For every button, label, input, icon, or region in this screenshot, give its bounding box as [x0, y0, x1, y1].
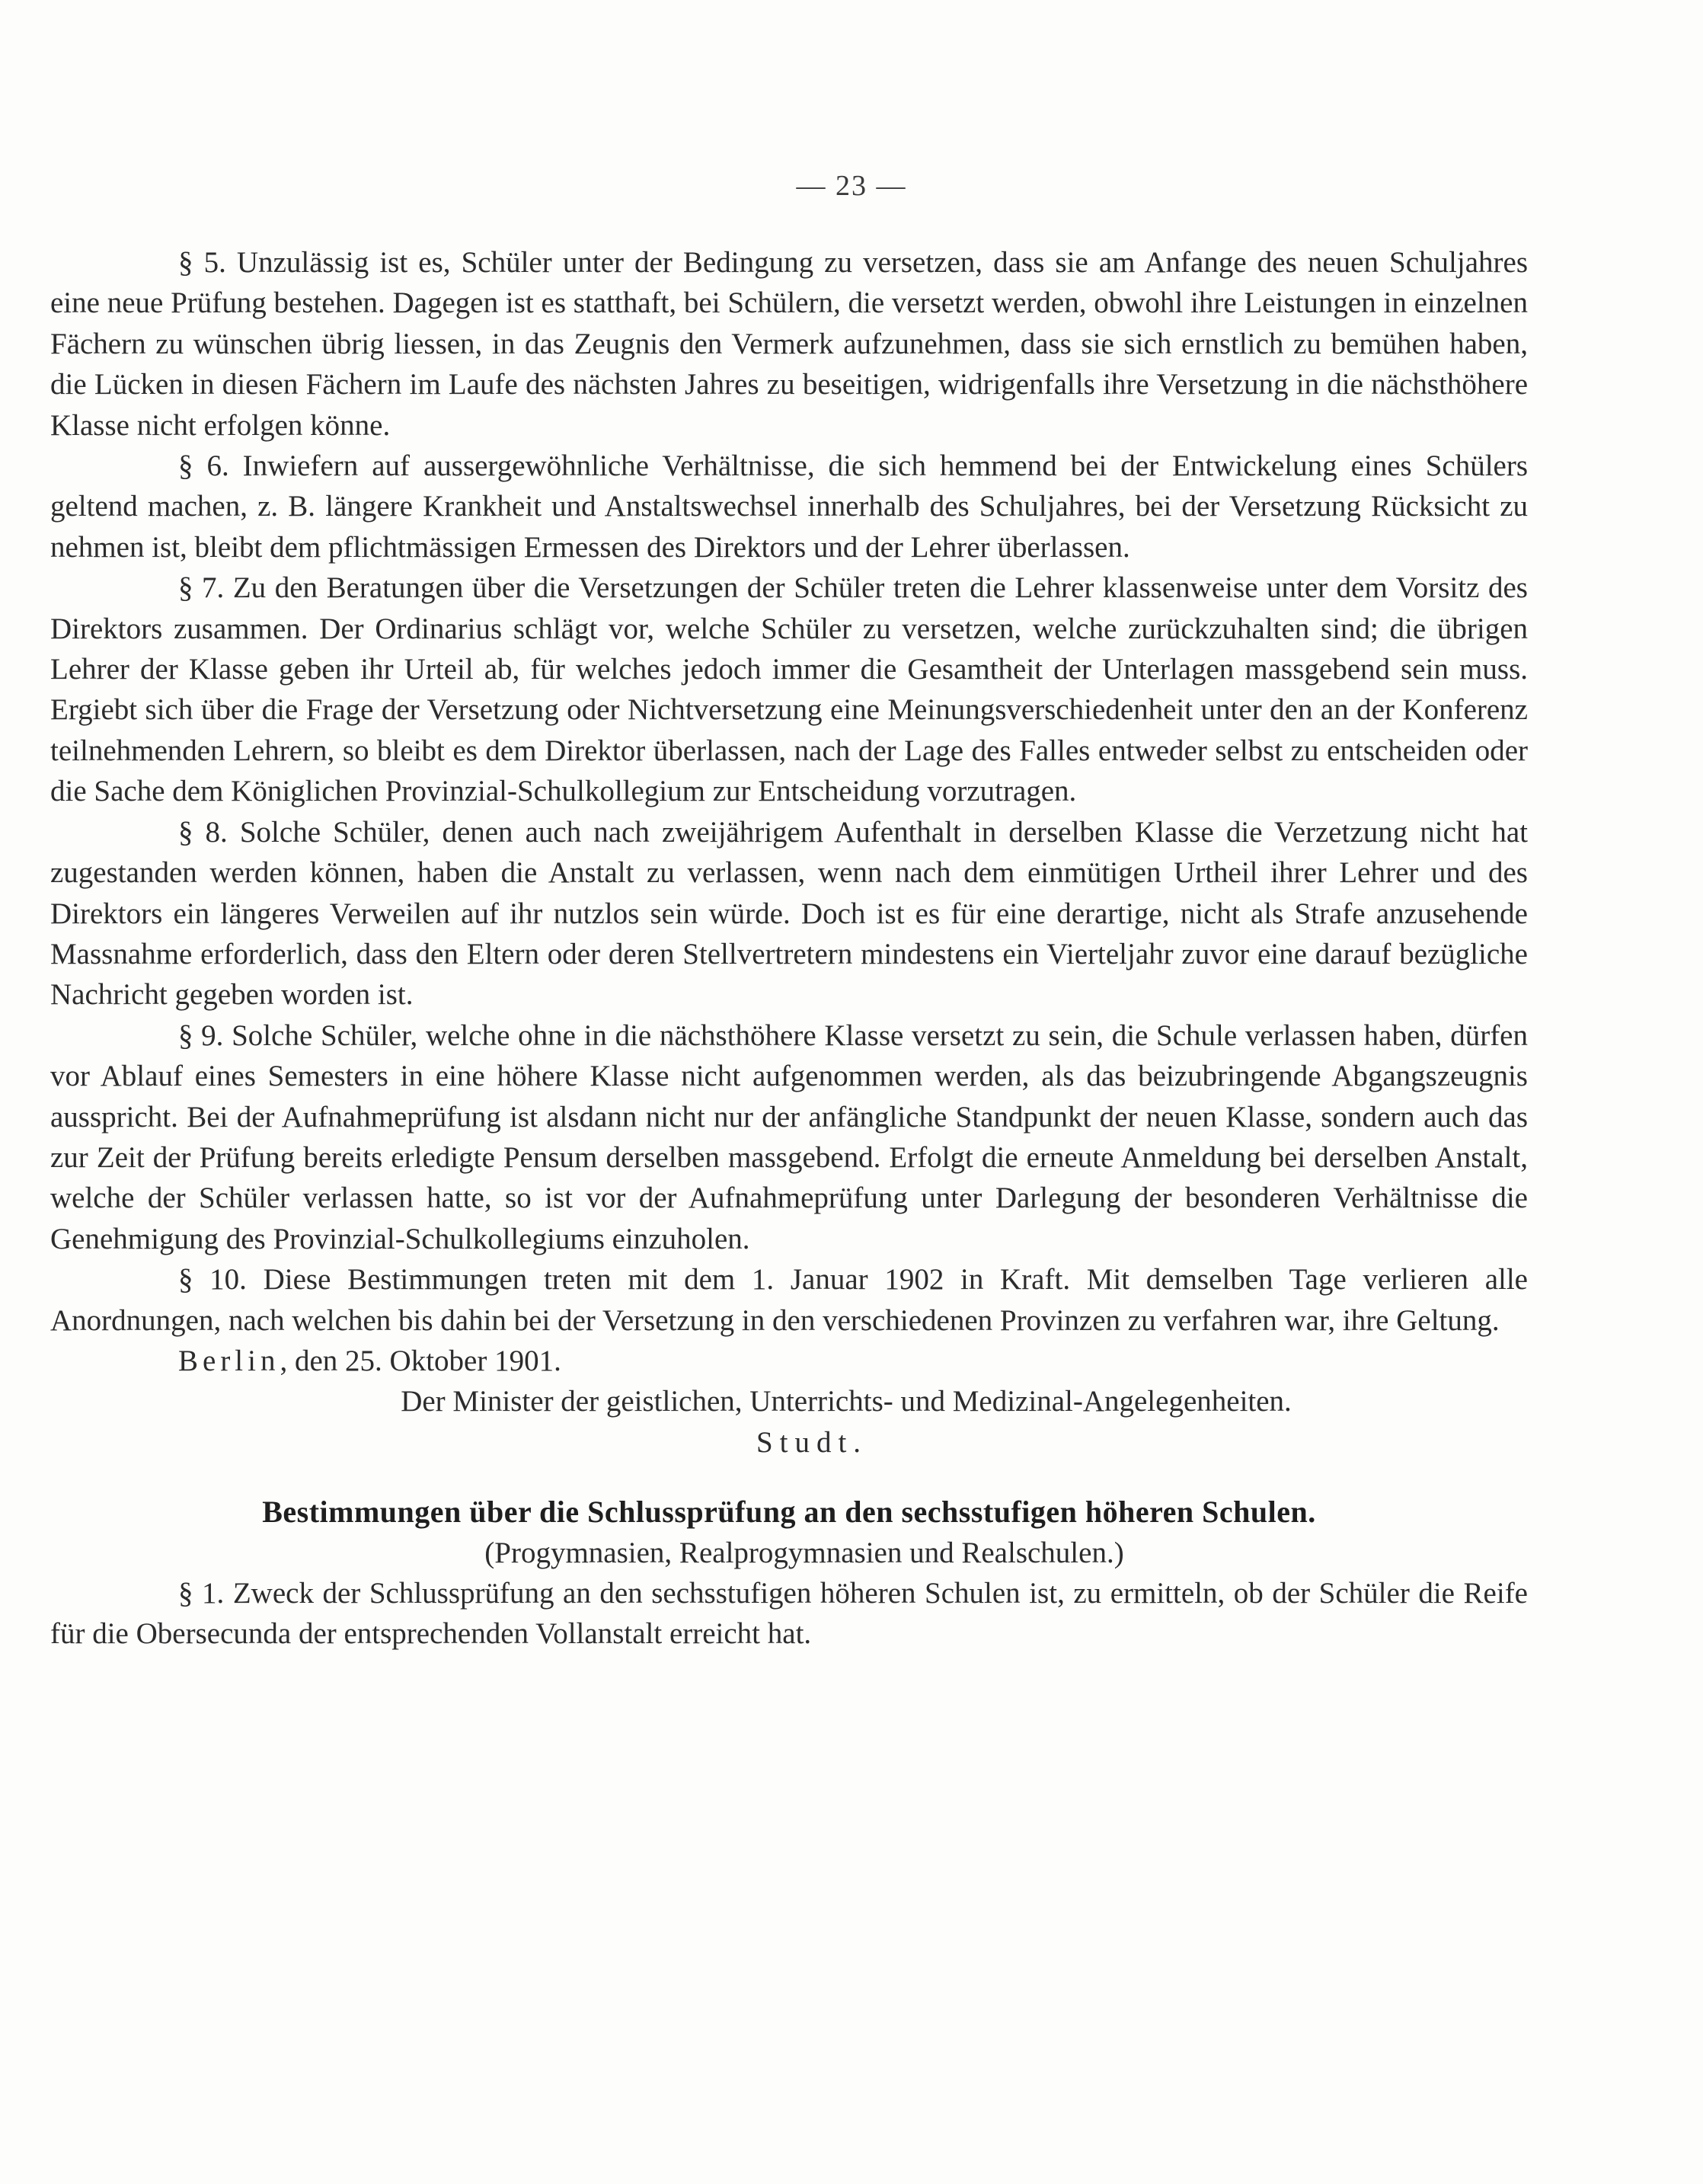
signer-title: Der Minister der geistlichen, Unterrichts- und Medizinal-Angelegenheiten. [401, 1385, 1292, 1418]
page-number: — 23 — [796, 170, 907, 202]
paragraph-section-9: § 9. Solche Schüler, welche ohne in die nächsthöhere Klasse versetzt zu sein, die Schule verlassen haben, dürfen vor Ablauf eines Semesters in eine höhere Klasse nicht aufgenommen werden, als das beizubringende Abgangszeugnis ausspricht. Bei der Aufnahmeprüfung ist alsdann nicht nur der anfängliche Standpunkt der neuen Klasse, sondern auch das zur Zeit der Prüfung bereits erledigte Pensum derselben massgebend. Erfolgt die erneute Anmeldung bei derselben Anstalt, welche der Schüler verlassen hatte, so ist vor der Aufnahmeprüfung unter Darlegung der besonderen Verhältnisse die Genehmigung des Provinzial-Schulkollegiums einzuholen. [50, 1018, 1528, 1255]
place-date-line [50, 1341, 1528, 1381]
paragraph-section-7: § 7. Zu den Beratungen über die Versetzungen der Schüler treten die Lehrer klassenweise unter dem Vorsitz des Direktors zusammen. Der Ordinarius schlägt vor, welche Schüler zu versetzen, welche zurückzuhalten sind; die übrigen Lehrer der Klasse geben ihr Urteil ab, für welches jedoch immer die Gesamtheit der Unterlagen massgebend sein muss. Ergiebt sich über die Frage der Versetzung oder Nichtversetzung eine Meinungsverschiedenheit unter den an der Konferenz teilnehmenden Lehrern, so bleibt es dem Direktor überlassen, nach der Lage des Falles entweder selbst zu entscheiden oder die Sache dem Königlichen Provinzial-Schulkollegium zur Entscheidung vorzutragen. [50, 571, 1528, 808]
place-name: Berlin [178, 1344, 280, 1377]
section-subheading: (Progymnasien, Realprogymnasien und Realschulen.) [484, 1536, 1124, 1569]
document-body [50, 242, 1528, 1655]
paragraph-new-section-1: § 1. Zweck der Schlussprüfung an den sechsstufigen höheren Schulen ist, zu ermitteln, ob der Schüler die Reife für die Obersecunda der entsprechenden Vollanstalt erreicht hat. [50, 1577, 1528, 1651]
paragraph-section-5: § 5. Unzulässig ist es, Schüler unter der Bedingung zu versetzen, dass sie am Anfange des neuen Schuljahres eine neue Prüfung bestehen. Dagegen ist es statthaft, bei Schülern, die versetzt werden, obwohl ihre Leistungen in einzelnen Fächern zu wünschen übrig liessen, in das Zeugnis den Vermerk aufzunehmen, dass sie sich ernstlich zu bemühen haben, die Lücken in diesen Fächern im Laufe des nächsten Jahres zu beseitigen, widrigenfalls ihre Versetzung in die nächsthöhere Klasse nicht erfolgen könne. [50, 246, 1528, 442]
section-heading: Bestimmungen über die Schlussprüfung an den sechsstufigen höheren Schulen. [262, 1495, 1316, 1530]
paragraph-section-10: § 10. Diese Bestimmungen treten mit dem 1. Januar 1902 in Kraft. Mit demselben Tage verlieren alle Anordnungen, nach welchen bis dahin bei der Versetzung in den verschiedenen Provinzen zu verfahren war, ihre Geltung. [50, 1263, 1528, 1337]
paragraph-section-6: § 6. Inwiefern auf aussergewöhnliche Verhältnisse, die sich hemmend bei der Entwickelung eines Schülers geltend machen, z. B. längere Krankheit und Anstaltswechsel innerhalb des Schuljahres, bei der Versetzung Rücksicht zu nehmen ist, bleibt dem pflichtmässigen Ermessen des Direktors und der Lehrer überlassen. [50, 449, 1528, 564]
date-text: , den 25. Oktober 1901. [280, 1344, 561, 1377]
signer-name: Studt. [756, 1425, 868, 1459]
paragraph-section-8: § 8. Solche Schüler, denen auch nach zweijährigem Aufenthalt in derselben Klasse die Verzetzung nicht hat zugestanden werden können, haben die Anstalt zu verlassen, wenn nach dem einmütigen Urtheil ihrer Lehrer und des Direktors ein längeres Verweilen auf ihr nutzlos sein würde. Doch ist es für eine derartige, nicht als Strafe anzusehende Massnahme erforderlich, dass den Eltern oder deren Stellvertretern mindestens ein Vierteljahr zuvor eine darauf bezügliche Nachricht gegeben worden ist. [50, 815, 1528, 1012]
